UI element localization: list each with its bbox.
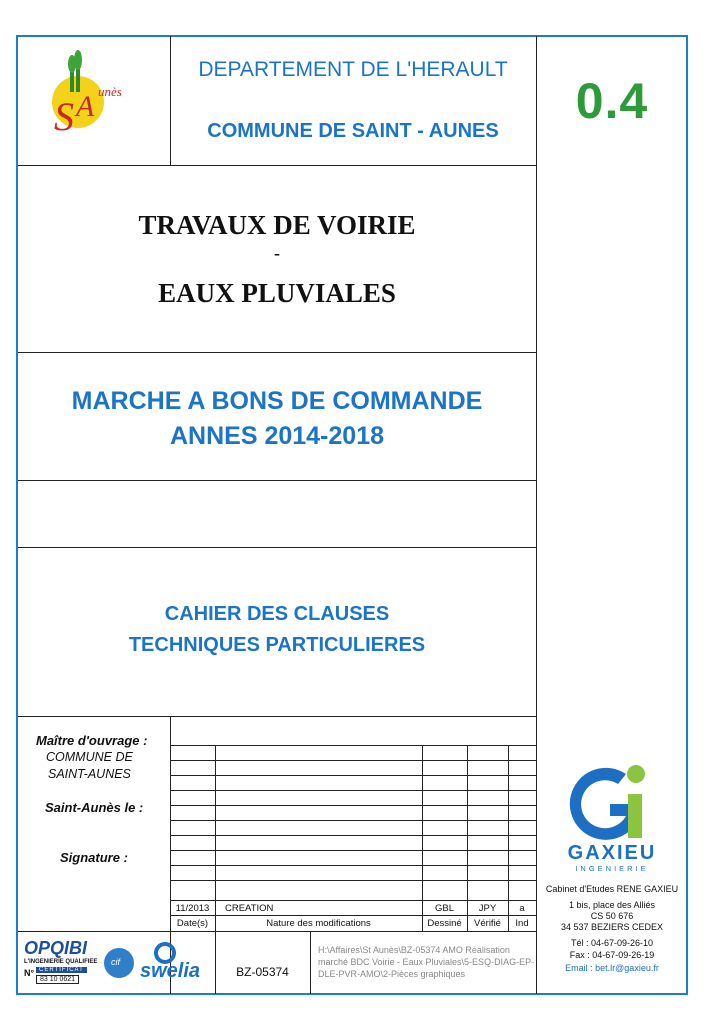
header-checked: Vérifié <box>474 918 501 929</box>
revision-checked: JPY <box>478 903 497 914</box>
certificat-number: 83 10 0621 <box>36 975 79 984</box>
revision-nature: CREATION <box>225 903 274 914</box>
engineer-name: Cabinet d'Etudes RENE GAXIEU <box>545 884 679 894</box>
owner-label: Maître d'ouvrage : <box>36 733 148 748</box>
gaxieu-logo <box>566 760 662 850</box>
certificat-label: CERTIFICAT <box>36 967 87 973</box>
owner-name-line2: SAINT-AUNES <box>48 767 131 781</box>
engineer-address1: 1 bis, place des Alliés <box>568 900 656 910</box>
document-title-line1: CAHIER DES CLAUSES <box>164 603 390 625</box>
works-title-dash: - <box>274 243 280 263</box>
opqibi-logo: OPQIBI <box>24 938 88 958</box>
revision-drawn: GBL <box>434 903 454 914</box>
file-path: H:\Affaires\St Aunès\BZ-05374 AMO Réalisation marché BDC Voirie - Eaux Pluviales\5-ESQ-DIAG-EP-DLE-PVR-AMO\2-Pièces graphiques <box>318 945 535 979</box>
engineer-address2: CS 50 676 <box>590 911 634 921</box>
contract-title-line2: ANNES 2014-2018 <box>169 422 384 450</box>
certificat-prefix: N° <box>24 968 35 978</box>
gaxieu-subbrand: INGENIERIE <box>575 864 649 873</box>
swelia-logo: swelia <box>140 960 201 982</box>
revision-index: a <box>519 903 525 914</box>
works-title-line1: TRAVAUX DE VOIRIE <box>138 210 416 240</box>
works-title-line2: EAUX PLUVIALES <box>158 278 396 308</box>
header-nature: Nature des modifications <box>266 918 371 929</box>
document-title-line2: TECHNIQUES PARTICULIERES <box>128 634 426 656</box>
engineer-fax: Fax : 04-67-09-26-19 <box>569 950 655 960</box>
contract-title-line1: MARCHE A BONS DE COMMANDE <box>71 387 483 415</box>
cif-label: cif <box>111 957 120 967</box>
signature-label: Signature : <box>60 850 128 865</box>
commune-title: COMMUNE DE SAINT - AUNES <box>207 120 499 142</box>
engineer-tel: Tél : 04-67-09-26-10 <box>570 938 654 948</box>
engineer-email: Email : bet.lr@gaxieu.fr <box>565 963 659 973</box>
gaxieu-brand: GAXIEU <box>567 842 657 864</box>
saint-aunes-logo <box>40 50 150 150</box>
place-label: Saint-Aunès le : <box>45 800 144 815</box>
document-number: 0.4 <box>575 73 649 129</box>
svg-text:A: A <box>76 90 95 123</box>
svg-text:S: S <box>54 94 74 139</box>
revision-date: 11/2013 <box>175 903 210 914</box>
header-drawn: Dessiné <box>427 918 462 929</box>
project-reference: BZ-05374 <box>236 965 289 979</box>
header-index: Ind <box>515 918 529 929</box>
opqibi-subtitle: L'INGENIERIE QUALIFIEE <box>24 959 98 965</box>
owner-name-line1: COMMUNE DE <box>46 750 133 764</box>
department-title: DEPARTEMENT DE L'HERAULT <box>198 58 508 81</box>
engineer-address3: 34 537 BEZIERS CEDEX <box>560 922 664 932</box>
header-dates: Date(s) <box>176 918 209 929</box>
svg-text:unès: unès <box>98 84 122 99</box>
